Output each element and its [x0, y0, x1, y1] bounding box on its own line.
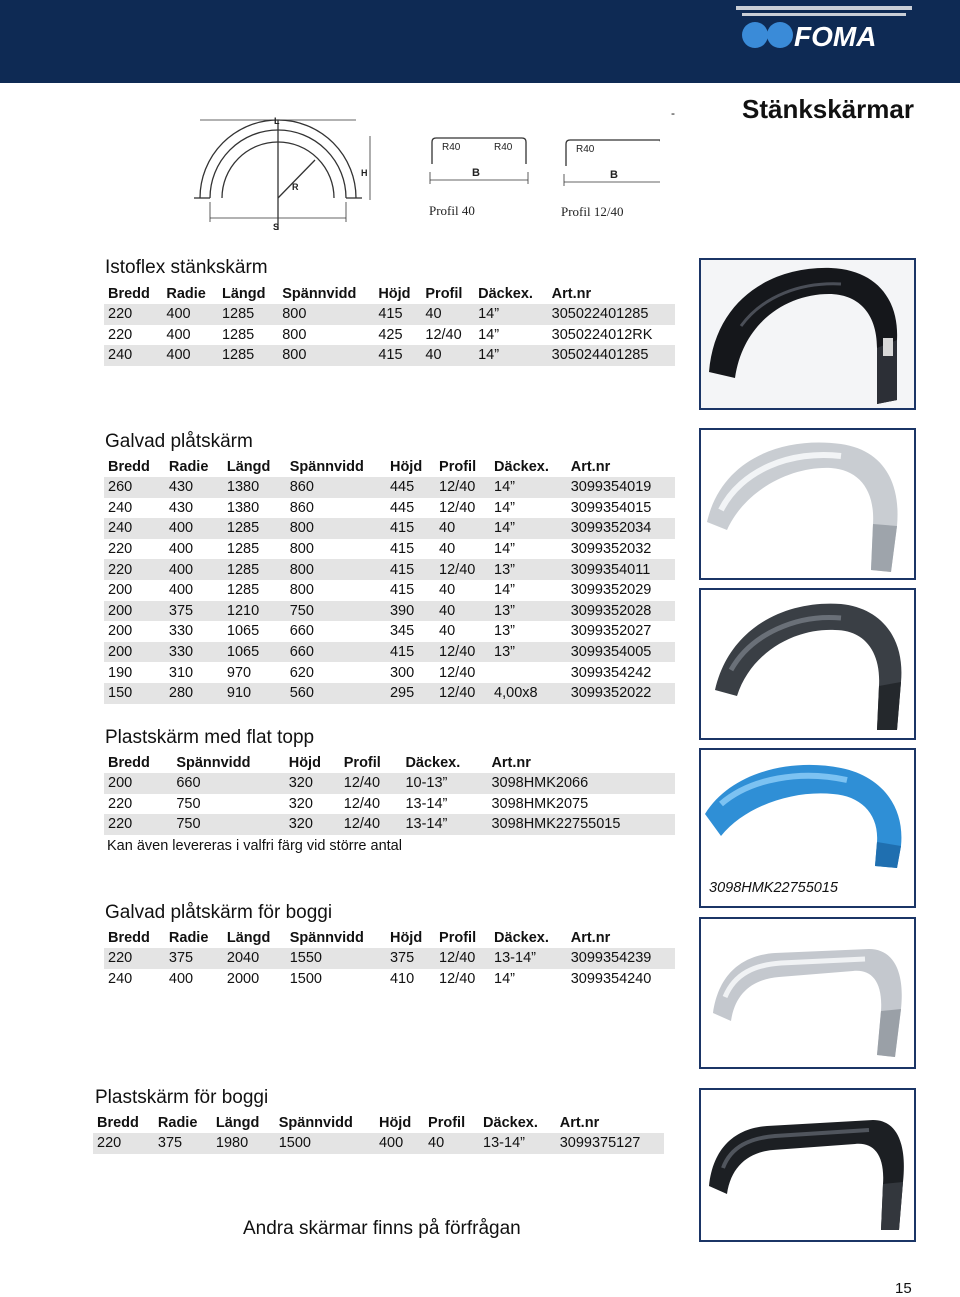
- radius-label-b: R40: [494, 142, 513, 153]
- col-header: Längd: [221, 286, 266, 302]
- col-header: Art.nr: [551, 286, 592, 302]
- table-cell: 445: [386, 477, 435, 498]
- table-row: [104, 580, 675, 601]
- table-cell: 280: [165, 683, 223, 704]
- table-cell: 320: [285, 814, 340, 835]
- table-cell: 1380: [226, 499, 260, 516]
- dim-label-s: S: [273, 222, 280, 232]
- col-header: Längd: [226, 459, 271, 475]
- dim-label-r: R: [292, 182, 299, 192]
- table-cell: 240: [108, 970, 133, 987]
- col-header: Längd: [226, 930, 271, 946]
- table-cell: 12/40: [439, 970, 476, 987]
- photo-galvad-fender: [699, 428, 916, 580]
- col-header: Spännvidd: [176, 755, 251, 771]
- table-cell: 3099352029: [570, 582, 652, 599]
- table-cell: 330: [165, 642, 223, 663]
- table-cell: 13”: [490, 642, 567, 663]
- table-cell: 1065: [223, 642, 286, 663]
- table-cell: 415: [374, 345, 421, 366]
- table-cell: 375: [165, 948, 223, 969]
- table-row: [104, 325, 675, 346]
- blue-fender-caption: 3098HMK22755015: [709, 880, 838, 896]
- col-header: Däckex.: [494, 930, 549, 946]
- section-title-plast-flat: Plastskärm med flat topp: [105, 727, 315, 748]
- table-row: [104, 621, 675, 642]
- table-cell: 14”: [494, 582, 516, 599]
- table-cell: 12/40: [435, 477, 490, 498]
- table-cell: 375: [386, 948, 435, 969]
- table-cell: 800: [278, 304, 374, 325]
- table-cell: 305024401285: [548, 345, 675, 366]
- table-cell: 200: [104, 601, 165, 622]
- col-header: Höjd: [378, 1115, 412, 1131]
- col-header: Däckex.: [494, 459, 549, 475]
- table-cell: 390: [386, 601, 435, 622]
- table-cell: 220: [104, 948, 165, 969]
- table-cell: 220: [93, 1133, 154, 1154]
- table-cell: 1980: [212, 1133, 275, 1154]
- section-title-galvad-boggi: Galvad plåtskärm för boggi: [105, 902, 333, 923]
- table-cell: 400: [165, 518, 223, 539]
- table-cell: 220: [108, 795, 133, 812]
- dim-label-l: L: [274, 116, 280, 126]
- table-cell: 12/40: [435, 559, 490, 580]
- table-cell: 400: [162, 345, 218, 366]
- table-cell: [490, 662, 567, 683]
- table-cell: 13-14”: [490, 948, 567, 969]
- table-cell: 295: [386, 683, 435, 704]
- table-cell: 2040: [223, 948, 286, 969]
- table-row: [104, 773, 675, 794]
- col-header: Höjd: [288, 755, 321, 771]
- table-cell: 12/40: [425, 326, 462, 343]
- table-cell: 3099354011: [567, 559, 675, 580]
- table-cell: 3098HMK22755015: [487, 814, 675, 835]
- col-header: Längd: [215, 1115, 260, 1131]
- table-cell: 660: [286, 642, 386, 663]
- table-cell: 1285: [223, 559, 286, 580]
- photo-plast-boggi-fender: [699, 1088, 916, 1242]
- table-cell: 345: [389, 623, 415, 640]
- table-row: [104, 539, 675, 560]
- table-cell: 12/40: [439, 664, 476, 681]
- table-cell: 3099354239: [567, 948, 675, 969]
- table-cell: 1065: [226, 623, 260, 640]
- table-cell: 220: [104, 814, 172, 835]
- table-cell: 800: [289, 582, 314, 599]
- table-cell: 3098HMK2075: [491, 795, 589, 812]
- table-cell: 425: [378, 326, 403, 343]
- table-cell: 10-13”: [401, 773, 487, 794]
- col-header: Spännvidd: [282, 286, 357, 302]
- table-row: [104, 477, 675, 498]
- col-header: Art.nr: [559, 1115, 600, 1131]
- table-cell: 13-14”: [479, 1133, 556, 1154]
- table-row: [104, 814, 675, 835]
- table-cell: 3050224012RK: [551, 326, 653, 343]
- table-cell: 750: [172, 814, 284, 835]
- table-cell: 200: [104, 642, 165, 663]
- table-cell: 415: [386, 518, 435, 539]
- table-cell: 3098HMK2066: [487, 773, 675, 794]
- table-cell: 660: [289, 623, 314, 640]
- section-title-istoflex: Istoflex stänkskärm: [105, 257, 268, 278]
- table-cell: 40: [424, 1133, 479, 1154]
- table-cell: 1500: [289, 970, 322, 987]
- table-cell: 12/40: [435, 948, 490, 969]
- table-cell: 430: [168, 499, 194, 516]
- table-cell: 1500: [275, 1133, 375, 1154]
- col-header: Bredd: [108, 459, 150, 475]
- table-cell: 3099352032: [570, 541, 652, 558]
- col-header: Däckex.: [478, 286, 533, 302]
- table-cell: 3099352028: [567, 601, 675, 622]
- section-title-plast-boggi: Plastskärm för boggi: [95, 1087, 269, 1108]
- table-cell: 40: [435, 601, 490, 622]
- table-cell: 14”: [478, 326, 500, 343]
- silver-tandem-fender-illustration: [701, 919, 914, 1067]
- table-cell: 12/40: [340, 773, 402, 794]
- table-cell: 1285: [223, 518, 286, 539]
- radius-label-a: R40: [442, 142, 461, 153]
- table-cell: 400: [168, 582, 194, 599]
- table-cell: 800: [289, 541, 314, 558]
- table-cell: 800: [282, 326, 307, 343]
- table-cell: 400: [166, 326, 191, 343]
- photo-blue-fender: [699, 748, 916, 908]
- table-cell: 415: [389, 582, 415, 599]
- table-cell: 400: [162, 304, 218, 325]
- table-cell: 150: [104, 683, 165, 704]
- col-header: Radie: [166, 286, 206, 302]
- silver-fender-illustration: [701, 430, 914, 578]
- table-header-row: [104, 284, 675, 304]
- table-cell: 14”: [490, 518, 567, 539]
- table-cell: 320: [285, 773, 340, 794]
- col-header: Profil: [425, 286, 463, 302]
- table-cell: 12/40: [343, 795, 381, 812]
- col-header: Art.nr: [570, 930, 611, 946]
- table-cell: 860: [286, 477, 386, 498]
- table-cell: 13”: [490, 601, 567, 622]
- table-cell: 12/40: [439, 499, 476, 516]
- table-cell: 300: [389, 664, 415, 681]
- table-cell: 800: [286, 559, 386, 580]
- width-label-b-1: B: [472, 167, 480, 179]
- col-header: Profil: [428, 1115, 466, 1131]
- table-cell: 12/40: [340, 814, 402, 835]
- table-cell: 240: [104, 518, 165, 539]
- table-row: [104, 498, 675, 519]
- table-cell: 1210: [223, 601, 286, 622]
- table-cell: 3099354240: [570, 970, 652, 987]
- section-title-galvad: Galvad plåtskärm: [105, 431, 253, 452]
- table-row: [104, 345, 675, 366]
- foma-logo: [730, 4, 916, 56]
- table-cell: 12/40: [435, 683, 490, 704]
- table-cell: 40: [439, 582, 456, 599]
- color-note: Kan även levereras i valfri färg vid större antal: [107, 838, 402, 854]
- table-cell: 1550: [286, 948, 386, 969]
- dark-fender-illustration: [701, 590, 914, 738]
- table-cell: 970: [226, 664, 252, 681]
- col-header: Bredd: [108, 930, 150, 946]
- table-cell: 400: [168, 970, 194, 987]
- table-cell: 3099354019: [567, 477, 675, 498]
- table-cell: 240: [104, 345, 162, 366]
- table-header-row: [104, 457, 675, 477]
- table-cell: 14”: [494, 499, 516, 516]
- table-cell: 14”: [474, 304, 548, 325]
- col-header: Radie: [168, 459, 209, 475]
- table-cell: 310: [168, 664, 194, 681]
- footer-note: Andra skärmar finns på förfrågan: [243, 1218, 521, 1239]
- table-cell: 13”: [490, 559, 567, 580]
- table-cell: 415: [374, 304, 421, 325]
- photo-galvad-boggi-fender: [699, 917, 916, 1069]
- table-cell: 40: [421, 304, 474, 325]
- table-row: [104, 559, 675, 580]
- table-cell: 1285: [221, 326, 255, 343]
- col-header: Profil: [343, 755, 381, 771]
- table-cell: 3099352022: [567, 683, 675, 704]
- table-cell: 40: [439, 623, 456, 640]
- col-header: Spännvidd: [289, 459, 364, 475]
- photo-dark-fender: [699, 588, 916, 740]
- profile-1240-caption: Profil 12/40: [561, 204, 624, 219]
- table-cell: 330: [168, 623, 194, 640]
- table-cell: 240: [108, 499, 133, 516]
- col-header: Bredd: [108, 755, 150, 771]
- table-cell: 750: [176, 795, 201, 812]
- table-cell: 800: [278, 345, 374, 366]
- table-cell: 40: [421, 345, 474, 366]
- table-cell: 200: [108, 582, 133, 599]
- col-header: Spännvidd: [278, 1115, 353, 1131]
- galvad-boggi-table: [104, 928, 675, 989]
- table-cell: 410: [389, 970, 415, 987]
- table-cell: 3099354015: [570, 499, 652, 516]
- header-bar: [0, 0, 960, 83]
- table-row: [104, 304, 675, 325]
- table-cell: 190: [108, 664, 133, 681]
- table-cell: 1285: [226, 541, 260, 558]
- table-cell: 305022401285: [548, 304, 675, 325]
- table-row: [93, 1133, 664, 1154]
- table-cell: 14”: [494, 541, 516, 558]
- dash-mark: -: [671, 106, 675, 120]
- table-row: [104, 794, 675, 815]
- table-cell: 13-14”: [405, 795, 448, 812]
- table-cell: 13-14”: [401, 814, 487, 835]
- table-row: [104, 518, 675, 539]
- table-cell: 400: [375, 1133, 424, 1154]
- table-cell: 200: [108, 623, 133, 640]
- table-row: [104, 601, 675, 622]
- table-cell: 14”: [474, 345, 548, 366]
- table-cell: 750: [286, 601, 386, 622]
- table-cell: 1285: [226, 582, 260, 599]
- plast-flat-table: [104, 753, 675, 835]
- plast-boggi-table: [93, 1113, 664, 1154]
- table-cell: 400: [165, 559, 223, 580]
- table-cell: 2000: [226, 970, 260, 987]
- col-header: Höjd: [378, 286, 411, 302]
- table-cell: 415: [386, 642, 435, 663]
- table-cell: 910: [223, 683, 286, 704]
- table-row: [104, 662, 675, 683]
- table-cell: 1380: [223, 477, 286, 498]
- table-cell: 3099375127: [556, 1133, 664, 1154]
- table-cell: 220: [104, 559, 165, 580]
- table-header-row: [93, 1113, 664, 1133]
- col-header: Däckex.: [483, 1115, 538, 1131]
- table-cell: 3099354005: [567, 642, 675, 663]
- col-header: Art.nr: [570, 459, 611, 475]
- table-cell: 445: [389, 499, 415, 516]
- col-header: Art.nr: [491, 755, 531, 771]
- table-cell: 220: [108, 326, 133, 343]
- table-cell: 220: [104, 304, 162, 325]
- photo-istoflex-fender: [699, 258, 916, 410]
- col-header: Profil: [439, 930, 477, 946]
- col-header: Spännvidd: [289, 930, 364, 946]
- table-cell: 40: [435, 518, 490, 539]
- black-fender-illustration: [701, 260, 914, 408]
- table-header-row: [104, 753, 675, 773]
- page-number: 15: [895, 1280, 912, 1297]
- table-cell: 1285: [218, 304, 278, 325]
- table-cell: 560: [286, 683, 386, 704]
- table-cell: 14”: [494, 970, 516, 987]
- table-cell: 12/40: [435, 642, 490, 663]
- table-cell: 14”: [490, 477, 567, 498]
- table-cell: 3099354242: [570, 664, 652, 681]
- col-header: Radie: [157, 1115, 198, 1131]
- table-cell: 375: [165, 601, 223, 622]
- black-tandem-fender-illustration: [701, 1090, 914, 1240]
- table-cell: 320: [288, 795, 313, 812]
- col-header: Bredd: [108, 286, 150, 302]
- col-header: Höjd: [389, 930, 423, 946]
- dim-label-h: H: [361, 168, 368, 178]
- table-cell: 3099352027: [570, 623, 652, 640]
- table-cell: 260: [104, 477, 165, 498]
- page-title: Stänkskärmar: [742, 94, 914, 124]
- table-header-row: [104, 928, 675, 948]
- table-row: [104, 948, 675, 969]
- table-cell: 4,00x8: [490, 683, 567, 704]
- table-cell: 13”: [494, 623, 516, 640]
- table-cell: 415: [389, 541, 415, 558]
- table-cell: 800: [286, 518, 386, 539]
- col-header: Däckex.: [405, 755, 461, 771]
- radius-label-c: R40: [576, 144, 595, 155]
- table-cell: 375: [154, 1133, 212, 1154]
- galvad-table: [104, 457, 675, 704]
- table-row: [104, 683, 675, 704]
- table-cell: 400: [168, 541, 194, 558]
- istoflex-table: [104, 284, 675, 366]
- profile-40-caption: Profil 40: [429, 203, 475, 218]
- brand-text: FOMA: [794, 21, 877, 52]
- table-cell: 200: [104, 773, 172, 794]
- width-label-b-2: B: [610, 169, 618, 181]
- fender-dimension-diagram: [180, 112, 660, 237]
- col-header: Radie: [168, 930, 209, 946]
- table-row: [104, 969, 675, 990]
- table-cell: 860: [289, 499, 314, 516]
- table-row: [104, 642, 675, 663]
- table-cell: 415: [386, 559, 435, 580]
- table-cell: 1285: [218, 345, 278, 366]
- col-header: Höjd: [389, 459, 423, 475]
- col-header: Bredd: [97, 1115, 139, 1131]
- table-cell: 620: [289, 664, 314, 681]
- table-cell: 220: [108, 541, 133, 558]
- col-header: Profil: [439, 459, 477, 475]
- table-cell: 3099352034: [567, 518, 675, 539]
- table-cell: 430: [165, 477, 223, 498]
- table-cell: 40: [439, 541, 456, 558]
- table-cell: 660: [172, 773, 284, 794]
